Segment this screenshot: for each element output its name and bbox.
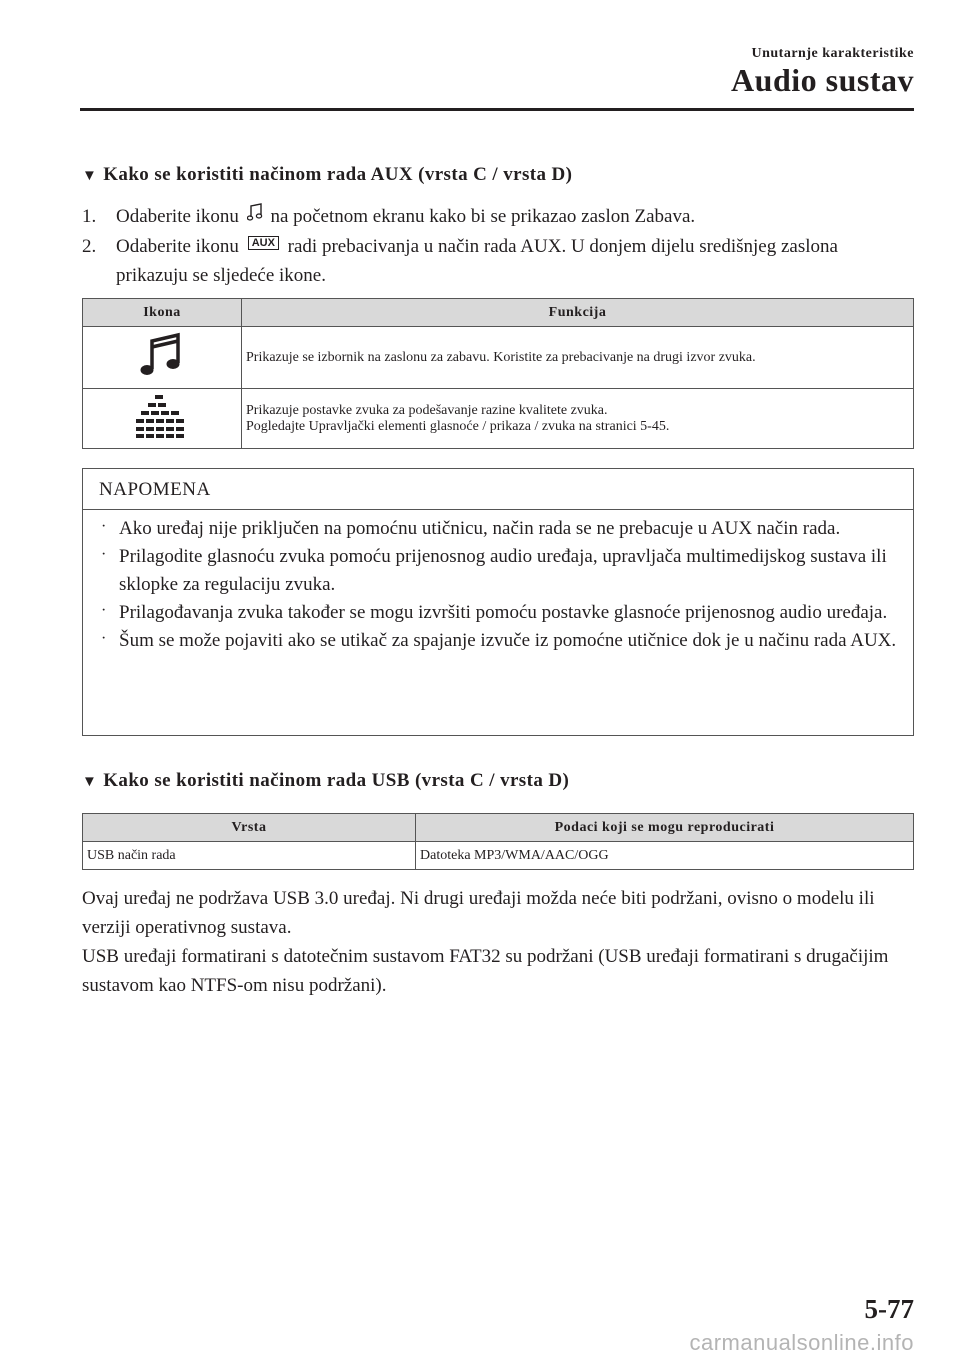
aux-icon: AUX — [248, 236, 279, 250]
table-cell: Datoteka MP3/WMA/AAC/OGG — [416, 842, 914, 870]
note-title: NAPOMENA — [99, 479, 211, 500]
paragraph: Ovaj uređaj ne podržava USB 3.0 uređaj. Ni drugi uređaji možda neće biti podržani, ovisno o modelu ili verziji operativnog sustava. — [82, 888, 875, 938]
table-cell: USB način rada — [83, 842, 416, 870]
page-number: 5-77 — [864, 1294, 914, 1324]
list-item: · Prilagođavanja zvuka također se mogu izvršiti pomoću postavke glasnoće prijenosnog audio uređaja. — [101, 602, 888, 623]
page-title: Audio sustav — [731, 62, 914, 98]
aux-steps-list — [82, 202, 912, 290]
note-list — [99, 515, 899, 655]
usb-format-table — [82, 813, 914, 870]
triangle-bullet-icon: ▼ — [82, 774, 98, 790]
music-note-icon — [247, 203, 263, 232]
table-row — [83, 389, 914, 449]
step-item: 1. Odaberite ikonu na početnom ekranu kako bi se prikazao zaslon Zabava. — [82, 202, 912, 232]
aux-icon-table — [82, 298, 914, 449]
header-section-label: Unutarnje karakteristike — [751, 46, 914, 61]
function-text: Prikazuje se izbornik na zaslonu za zabavu. Koristite za prebacivanje na drugi izvor zvuka. — [242, 327, 914, 389]
table-header: Funkcija — [242, 299, 914, 327]
paragraph: USB uređaji formatirani s datotečnim sustavom FAT32 su podržani (USB uređaji formatirani s drugačijim sustavom kao NTFS-om nisu podržani). — [82, 946, 889, 996]
note-divider — [83, 509, 913, 510]
header-rule — [80, 108, 914, 111]
equalizer-icon — [134, 428, 190, 443]
table-header: Vrsta — [83, 814, 416, 842]
triangle-bullet-icon: ▼ — [82, 168, 98, 184]
aux-section-heading: ▼ Kako se koristiti načinom rada AUX (vrsta C / vrsta D) — [82, 164, 573, 185]
table-row — [83, 842, 914, 870]
music-note-icon — [138, 368, 186, 383]
step-item: 2. Odaberite ikonu AUX radi prebacivanja u način rada AUX. U donjem dijelu središnjeg zaslona prikazuju se sljedeće ikone. — [82, 236, 838, 287]
watermark: carmanualsonline.info — [689, 1330, 914, 1355]
table-header: Podaci koji se mogu reproducirati — [416, 814, 914, 842]
usb-paragraphs — [82, 884, 914, 1000]
note-box — [82, 468, 914, 736]
table-row — [83, 327, 914, 389]
list-item: · Ako uređaj nije priključen na pomoćnu utičnicu, način rada se ne prebacuje u AUX način rada. — [101, 518, 841, 539]
list-item: · Šum se može pojaviti ako se utikač za spajanje izvuče iz pomoćne utičnice dok je u načinu rada AUX. — [101, 630, 897, 651]
table-header: Ikona — [83, 299, 242, 327]
list-item: · Prilagodite glasnoću zvuka pomoću prijenosnog audio uređaja, upravljača multimedijskog sustava ili sklopke za regulaciju zvuka. — [101, 546, 887, 595]
function-text: Prikazuje postavke zvuka za podešavanje razine kvalitete zvuka. Pogledajte Upravljački elementi glasnoće / prikaza / zvuka na stranici 5-45. — [242, 389, 914, 449]
usb-section-heading: ▼ Kako se koristiti načinom rada USB (vrsta C / vrsta D) — [82, 770, 570, 791]
